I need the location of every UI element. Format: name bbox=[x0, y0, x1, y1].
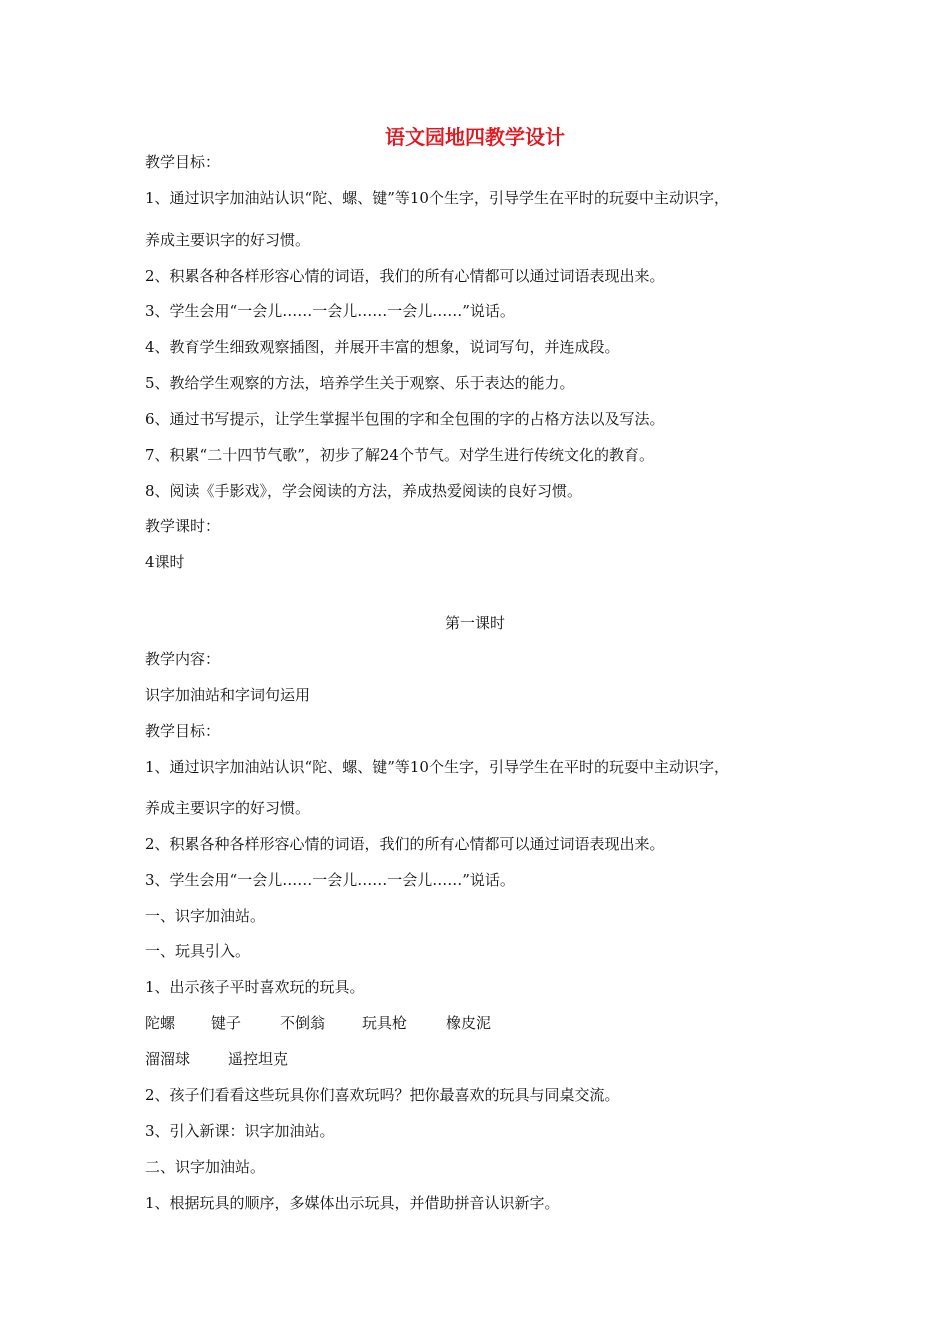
text-line: 1、出示孩子平时喜欢玩的玩具。 bbox=[145, 978, 365, 996]
toy-word: 遥控坦克 bbox=[228, 1050, 289, 1068]
toy-word: 陀螺 bbox=[145, 1014, 176, 1032]
toy-word: 玩具枪 bbox=[362, 1014, 408, 1032]
text-line: 识字加油站和字词句运用 bbox=[145, 686, 311, 704]
text-line: 3、引入新课：识字加油站。 bbox=[145, 1122, 335, 1140]
text-line: 2、积累各种各样形容心情的词语，我们的所有心情都可以通过词语表现出来。 bbox=[145, 267, 665, 285]
text-line: 教学目标： bbox=[145, 153, 221, 171]
text-line: 2、积累各种各样形容心情的词语，我们的所有心情都可以通过词语表现出来。 bbox=[145, 835, 665, 853]
text-line: 养成主要识字的好习惯。 bbox=[145, 231, 311, 249]
text-line: 6、通过书写提示，让学生掌握半包围的字和全包围的字的占格方法以及写法。 bbox=[145, 410, 665, 428]
text-line: 1、根据玩具的顺序，多媒体出示玩具，并借助拼音认识新字。 bbox=[145, 1194, 560, 1212]
text-line: 二、识字加油站。 bbox=[145, 1158, 266, 1176]
toy-word: 键子 bbox=[211, 1014, 242, 1032]
text-line: 4课时 bbox=[145, 553, 185, 571]
text-line: 5、教给学生观察的方法，培养学生关于观察、乐于表达的能力。 bbox=[145, 374, 575, 392]
text-line: 2、孩子们看看这些玩具你们喜欢玩吗？把你最喜欢的玩具与同桌交流。 bbox=[145, 1086, 620, 1104]
text-line: 养成主要识字的好习惯。 bbox=[145, 799, 311, 817]
text-line: 教学课时： bbox=[145, 517, 221, 535]
text-line: 4、教育学生细致观察插图，并展开丰富的想象，说词写句，并连成段。 bbox=[145, 338, 620, 356]
lesson-heading: 第一课时 bbox=[444, 614, 505, 632]
text-line: 教学目标： bbox=[145, 722, 221, 740]
text-line: 3、学生会用“一会儿……一会儿……一会儿……”说话。 bbox=[145, 871, 515, 889]
text-line: 一、识字加油站。 bbox=[145, 907, 266, 925]
toy-word: 橡皮泥 bbox=[446, 1014, 492, 1032]
toy-word: 溜溜球 bbox=[145, 1050, 191, 1068]
text-line: 一、玩具引入。 bbox=[145, 942, 251, 960]
text-line: 8、阅读《手影戏》，学会阅读的方法，养成热爱阅读的良好习惯。 bbox=[145, 482, 583, 500]
text-line: 教学内容： bbox=[145, 650, 221, 668]
document-title: 语文园地四教学设计 bbox=[385, 125, 565, 149]
text-line: 7、积累“二十四节气歌”，初步了解24个节气。对学生进行传统文化的教育。 bbox=[145, 446, 654, 464]
text-line: 1、通过识字加油站认识“陀、螺、键”等10个生字，引导学生在平时的玩耍中主动识字， bbox=[145, 189, 729, 207]
text-line: 3、学生会用“一会儿……一会儿……一会儿……”说话。 bbox=[145, 302, 515, 320]
text-line: 1、通过识字加油站认识“陀、螺、键”等10个生字，引导学生在平时的玩耍中主动识字， bbox=[145, 758, 729, 776]
toy-word: 不倒翁 bbox=[280, 1014, 326, 1032]
